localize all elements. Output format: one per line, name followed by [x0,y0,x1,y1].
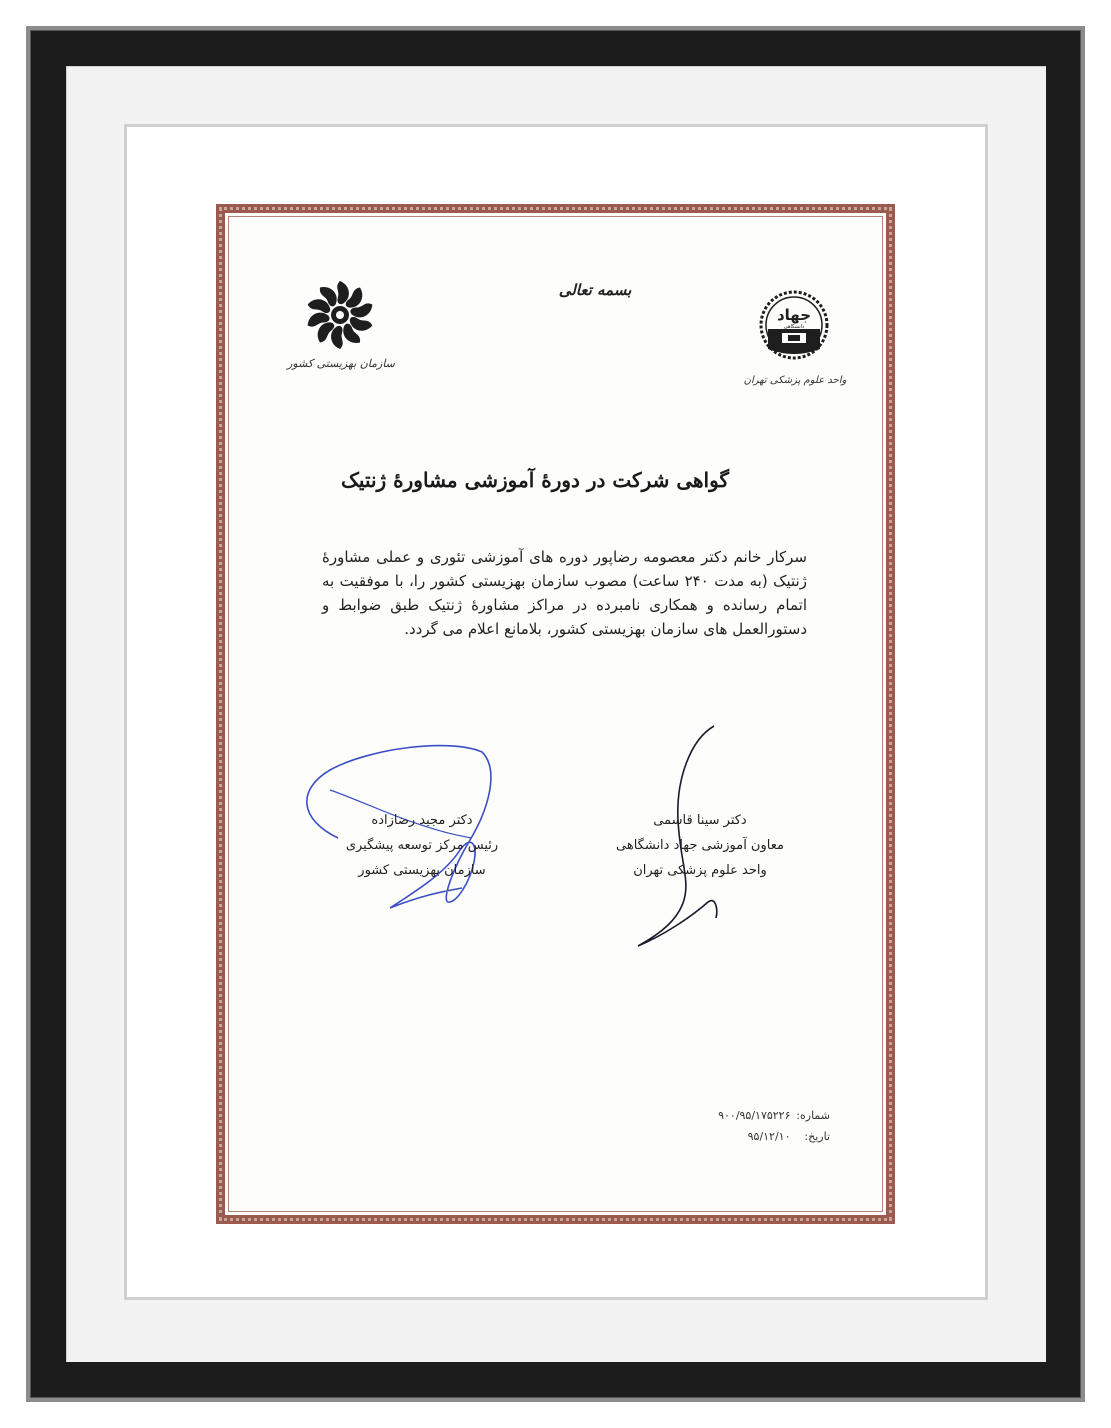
right-signatory-org: واحد علوم پزشکی تهران [633,863,767,878]
emblem-text-main: جهاد [776,306,812,324]
number-row [690,1105,830,1126]
date-row [690,1126,830,1147]
date-value: ۹۵/۱۲/۱۰ [747,1130,791,1143]
left-signatory-org: سازمان بهزیستی کشور [358,863,486,878]
left-signatory-name: دکتر مجید رضازاده [371,813,473,828]
certificate-title: گواهی شرکت در دورهٔ آموزشی مشاورهٔ ژنتیک [341,468,729,492]
document-meta [690,1105,830,1147]
behzisti-logo-caption: سازمان بهزیستی کشور [287,357,395,370]
left-signatory-role: رئیس مرکز توسعه پیشگیری [345,838,499,853]
right-signatory-name: دکتر سینا قاسمی [653,813,747,828]
bismillah-heading: بسمه تعالی [558,281,632,299]
certificate-body: سرکار خانم دکتر معصومه رضاپور دوره های آموزشی تئوری و عملی مشاورهٔ ژنتیک (به مدت ۲۴۰ ساعت) مصوب سازمان بهزیستی کشور را، با موفقیت به اتمام رسانده و همکاری نامبرده در مراکز مشاورهٔ ژنتیک طبق ضوابط و دستورالعمل های سازمان بهزیستی کشور، بلامانع اعلام می گردد. [322,548,807,638]
right-signatory [600,808,800,883]
behzisti-logo-icon [304,279,376,351]
right-signatory-role: معاون آموزشی جهاد دانشگاهی [616,838,784,853]
number-label: شماره: [796,1109,830,1122]
left-signatory [322,808,522,883]
date-label: تاریخ: [804,1130,830,1143]
number-value: ۹۰۰/۹۵/۱۷۵۲۲۶ [718,1109,791,1122]
emblem-text-sub: دانشگاهی [783,324,805,330]
jahad-daneshgahi-logo-icon [758,289,830,361]
jahad-logo-caption: واحد علوم پزشکی تهران [743,375,847,386]
